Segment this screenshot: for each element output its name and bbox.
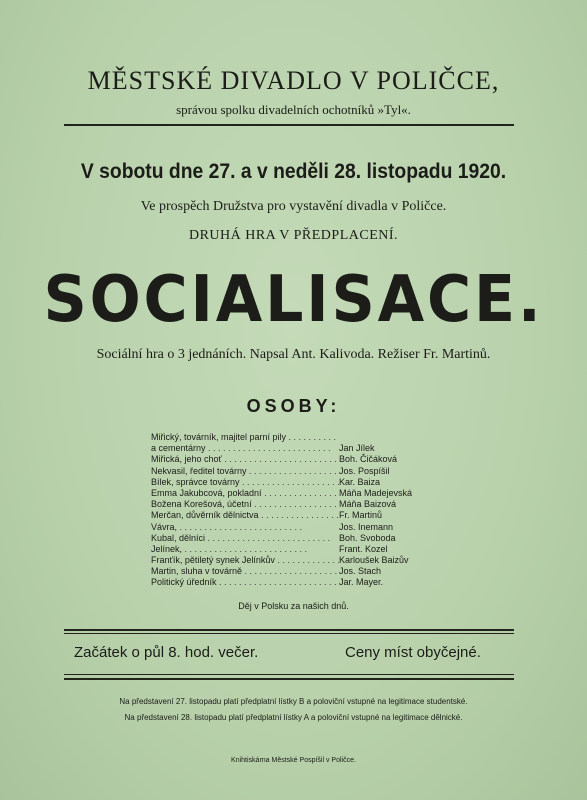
cast-role: a cementárny . . . [151, 443, 339, 454]
cast-actor: Jan Jílek [339, 443, 375, 454]
cast-actor: Frant. Kozel [339, 543, 388, 554]
cast-actor: Boh. Svoboda [339, 532, 396, 543]
cast-role: Vávra, . . . [151, 522, 339, 533]
cast-row [151, 466, 441, 477]
setting-line: Děj v Polsku za našich dnů. [238, 601, 349, 611]
cast-row [151, 443, 441, 454]
cast-row [151, 477, 441, 488]
cast-role: Bílek, správce továrny . . . [151, 477, 339, 488]
cast-list [151, 432, 441, 589]
cast-actor: Jos. Inemann [339, 521, 394, 532]
cast-row [151, 577, 441, 588]
ticket-note-28: Na představení 28. listopadu platí předplatní lístky A a poloviční vstupné na legitimace dělnické. [124, 713, 463, 722]
cast-row [151, 454, 441, 465]
cast-role: Emma Jakubcová, pokladní . . . [151, 488, 339, 499]
cast-actor: Jar. Mayer. [339, 577, 384, 588]
cast-actor: Karloušek Baizův [339, 555, 409, 566]
cast-role: Politický úředník . . . [151, 577, 339, 588]
cast-actor: Boh. Čičáková [339, 454, 398, 465]
cast-role: Martin, sluha v továrně . . . [151, 566, 339, 577]
cast-row [151, 533, 441, 544]
divider [64, 629, 514, 631]
benefit-line: Ve prospěch Družstva pro vystavění divadla v Poličce. [140, 199, 447, 214]
cast-row [151, 510, 441, 521]
start-time: Začátek o půl 8. hod. večer. [74, 644, 259, 661]
cast-row [151, 566, 441, 577]
cast-role: Miřický, továrník, majitel parní pily . . . [151, 432, 339, 443]
cast-heading: OSOBY: [246, 396, 341, 416]
divider [64, 678, 514, 680]
performance-date: V sobotu dne 27. a v neděli 28. listopadu 1920. [80, 160, 507, 183]
cast-role: Franťík, pětiletý synek Jelínkův . . . [151, 555, 339, 566]
cast-role: Miřická, jeho choť . . . [151, 454, 339, 465]
cast-role: Jelínek, . . . [151, 544, 339, 555]
printer-line: Knihtiskárna Městské Pospíšil v Poličce. [231, 757, 356, 764]
play-info: Sociální hra o 3 jednáních. Napsal Ant. Kalivoda. Režiser Fr. Martinů. [96, 347, 491, 362]
subscription-line: DRUHÁ HRA V PŘEDPLACENÍ. [188, 228, 399, 243]
divider [64, 633, 514, 634]
play-title: SOCIALISACE. [43, 263, 544, 337]
cast-actor: Fr. Martinů [339, 510, 383, 521]
cast-row [151, 488, 441, 499]
cast-actor: Kar. Baiza [339, 476, 381, 487]
cast-row [151, 544, 441, 555]
cast-row [151, 522, 441, 533]
theatre-name: MĚSTSKÉ DIVADLO V POLIČCE, [87, 66, 500, 95]
cast-row [151, 555, 441, 566]
cast-actor [339, 432, 441, 443]
cast-row [151, 432, 441, 443]
cast-role: Božena Korešová, účetní . . . [151, 499, 339, 510]
cast-role: Nekvasil, ředitel továrny . . . [151, 466, 339, 477]
cast-actor: Jos. Stach [339, 566, 382, 577]
cast-role: Kubal, dělníci . . . [151, 533, 339, 544]
ticket-prices: Ceny míst obyčejné. [345, 644, 481, 661]
cast-row [151, 499, 441, 510]
divider [64, 124, 514, 126]
management-line: správou spolku divadelních ochotníků »Tyl«. [176, 102, 411, 117]
cast-actor: Jos. Pospíšil [339, 465, 390, 476]
divider [64, 674, 514, 675]
ticket-note-27: Na představení 27. listopadu platí předplatní lístky B a poloviční vstupné na legitimace studentské. [119, 697, 468, 706]
cast-role: Merčan, důvěrník dělnictva . . . [151, 510, 339, 521]
cast-actor: Máňa Madejevská [339, 487, 413, 498]
cast-actor: Máňa Baizová [339, 499, 397, 510]
